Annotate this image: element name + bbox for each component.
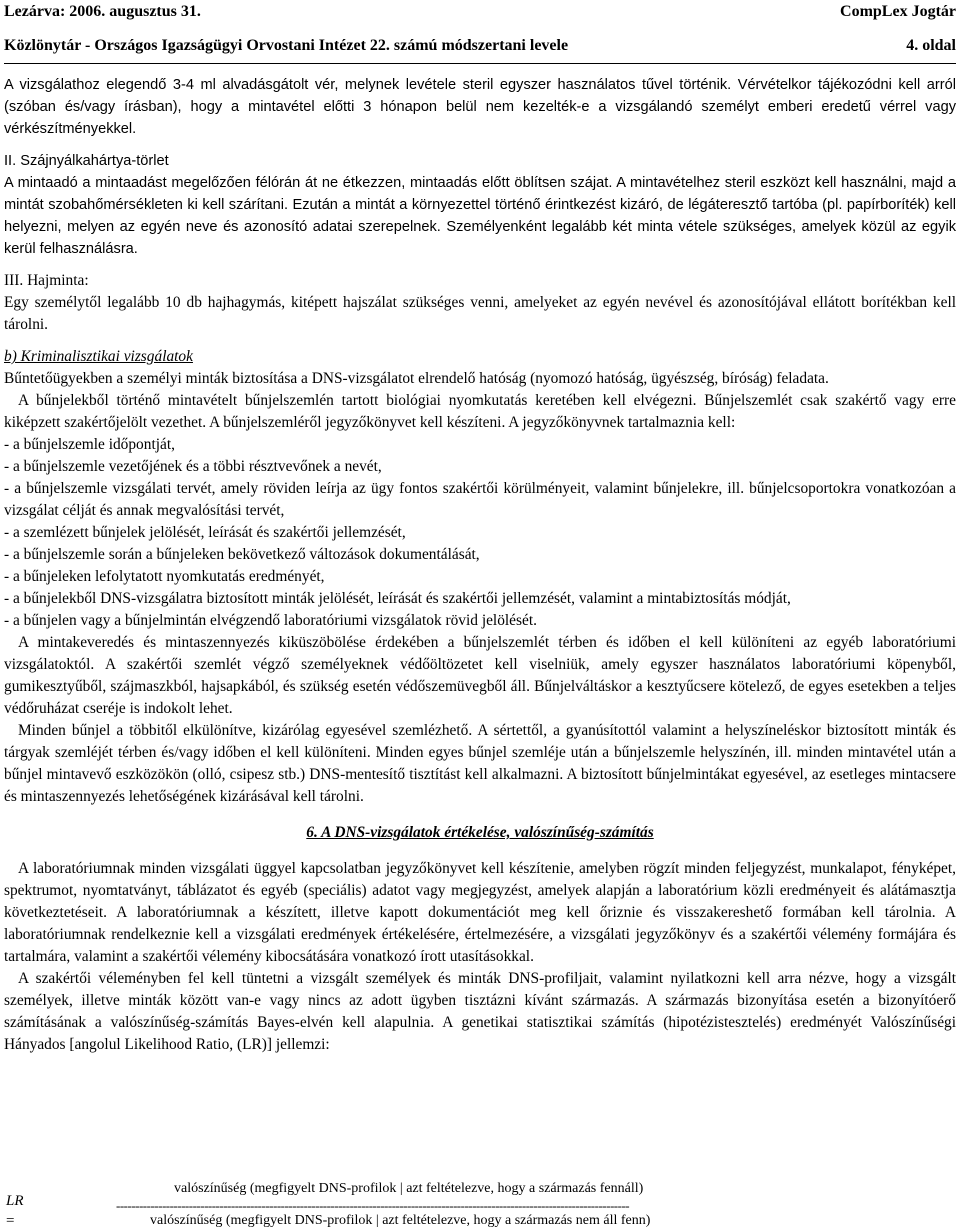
paragraph-criminal-samples: Bűntetőügyekben a személyi minták biztosítása a DNS-vizsgálatot elrendelő hatóság (nyomozó hatóság, ügyészség, bíróság) feladata. bbox=[4, 370, 829, 387]
closing-date: Lezárva: 2006. augusztus 31. bbox=[4, 3, 201, 20]
heading-criminalistic: b) Kriminalisztikai vizsgálatok bbox=[4, 348, 193, 365]
list-item: - a bűnjelszemle időpontját, bbox=[4, 436, 175, 453]
paragraph-blood-sample: A vizsgálathoz elegendő 3-4 ml alvadásgátolt vér, melynek levétele steril egyszer használatos tűvel történik. Vérvételkor tájékozódni kell arról (szóban és/vagy írásban), hogy a mintavétel előtti 3 hónapon belül nem kezelték-e a vizsgálandó személyt emberi eredetű vérrel vagy vérkészítményekkel. bbox=[4, 77, 956, 137]
header-top-row bbox=[4, 2, 956, 22]
section-title-evaluation: 6. A DNS-vizsgálatok értékelése, valószínűség-számítás bbox=[306, 824, 654, 841]
formula-equals: = bbox=[6, 1213, 15, 1229]
heading-oral-swab: II. Szájnyálkahártya-törlet bbox=[4, 153, 169, 169]
formula-denominator: valószínűség (megfigyelt DNS-profilok | azt feltételezve, hogy a származás nem áll fenn) bbox=[150, 1213, 651, 1228]
list-item: - a bűnjelekből DNS-vizsgálatra biztosított minták jelölését, leírását és szakértői jellemzését, valamint a mintabiztosítás módját, bbox=[4, 590, 791, 607]
formula-numerator: valószínűség (megfigyelt DNS-profilok | azt feltételezve, hogy a származás fennáll) bbox=[174, 1181, 644, 1196]
list-item: - a szemlézett bűnjelek jelölését, leírását és szakértői jellemzését, bbox=[4, 524, 406, 541]
brand-name: CompLex Jogtár bbox=[840, 3, 956, 20]
paragraph-evidence-inspection: A bűnjelekből történő mintavételt bűnjelszemlén tartott biológiai nyomkutatás keretében kell elvégezni. Bűnjelszemlét csak szakértő vagy erre kiképzett szakértőjelölt vezethet. A bűnjelszemléről jegyzőkönyvet kell készíteni. A jegyzőkönyvnek tartalmaznia kell: bbox=[4, 392, 956, 431]
list-item: - a bűnjelszemle során a bűnjeleken bekövetkező változások dokumentálását, bbox=[4, 546, 480, 563]
formula-lr-symbol: LR bbox=[6, 1193, 24, 1209]
list-item: - a bűnjelszemle vezetőjének és a többi résztvevőnek a nevét, bbox=[4, 458, 382, 475]
paragraph-lab-records: A laboratóriumnak minden vizsgálati üggyel kapcsolatban jegyzőkönyvet kell készítenie, amelyben rögzít minden feljegyzést, munkalapot, fényképet, spektrumot, nyomtatványt, táblázatot és egyéb (speciális) adatot vagy megjegyzést, amelyek alapján a laboratórium közli eredményeit és alátámasztja következtetéseit. A laboratóriumnak a készített, illetve kapott dokumentációt meg kell őriznie és visszakereshető formában kell tárolnia. A laboratóriumnak rendelkeznie kell a vizsgálati eredmények értékelésére, értelmezésére, a vizsgálati jegyzőkönyv és a szakértői vélemény formájára és tartalmára, valamint a szakértői vélemény kibocsátására vonatkozó írott utasításokkal. bbox=[4, 860, 956, 965]
paragraph-hair-sample: Egy személytől legalább 10 db hajhagymás, kitépett hajszálat szükséges venni, amelyeket az egyén nevével és azonosítójával ellátott borítékban kell tárolni. bbox=[4, 294, 956, 333]
formula-fraction-line: -------------------------------------------------------------------------------------------------------------------------------------- bbox=[116, 1198, 630, 1213]
page-number: 4. oldal bbox=[906, 37, 956, 54]
source-title: Közlönytár - Országos Igazságügyi Orvostani Intézet 22. számú módszertani levele bbox=[4, 37, 569, 54]
header-bottom-row bbox=[4, 36, 956, 56]
document-body bbox=[4, 74, 956, 1056]
list-item: - a bűnjelen vagy a bűnjelmintán elvégzendő laboratóriumi vizsgálatok rövid jelölését. bbox=[4, 612, 537, 629]
paragraph-oral-swab: A mintaadó a mintaadást megelőzően félórán át ne étkezzen, mintaadás előtt öblítsen szájat. A mintavételhez steril eszközt kell használni, majd a mintát szobahőmérsékleten ki kell szárítani. Ezután a mintát a környezettel történő érintkezést kizáró, de légáteresztő tartóba (pl. papírboríték) kell helyezni, melyen az egyén neve és azonosító adatai szerepelnek. Személyenként legalább két minta vétele szükséges, amelyek közül az egyik kerül felhasználásra. bbox=[4, 175, 956, 257]
list-item: - a bűnjelszemle vizsgálati tervét, amely röviden leírja az ügy fontos szakértői körülményeit, valamint bűnjelekre, ill. bűnjelcsoportokra vonatkozóan a vizsgálat célját és annak megvalósítási tervét, bbox=[4, 480, 956, 519]
paragraph-contamination: A mintakeveredés és mintaszennyezés kiküszöbölése érdekében a bűnjelszemlét térben és időben el kell különíteni az egyéb laboratóriumi vizsgálatoktól. A szakértői szemlét végző személyeknek védőöltözetet kell viselniük, amely egyszer használatos laboratóriumi köpenyből, gumikesztyűből, szájmaszkból, hajsapkából, és szükség esetén védőszemüvegből áll. Bűnjelváltáskor a kesztyűcsere kötelező, de egyes esetekben a teljes védőruházat cseréje is indokolt lehet. bbox=[4, 634, 956, 717]
heading-hair-sample: III. Hajminta: bbox=[4, 272, 89, 289]
paragraph-evidence-handling: Minden bűnjel a többitől elkülönítve, kizárólag egyesével szemlézhető. A sértettől, a gyanúsítottól valamint a helyszíneléskor biztosított minták és tárgyak szemléjét térben és/vagy időben el kell különíteni. Minden egyes bűnjel szemléje után a bűnjelszemle helyszínén, ill. minden mintavétel után a bűnjel mintavevő eszközökön (olló, csipesz stb.) DNS-mentesítő tisztítást kell alkalmazni. A biztosított bűnjelmintákat egyesével, az esetleges mintacsere és mintaszennyezés lehetőségének kizárásával kell tárolni. bbox=[4, 722, 956, 805]
header-divider bbox=[4, 63, 956, 64]
list-item: - a bűnjeleken lefolytatott nyomkutatás eredményét, bbox=[4, 568, 325, 585]
paragraph-likelihood-ratio: A szakértői véleményben fel kell tüntetni a vizsgált személyek és minták DNS-profiljait, valamint nyilatkozni kell arra nézve, hogy a vizsgált személyek, illetve minták között van-e vagy nincs az adott ügyben tisztázni kívánt származás. A származás bizonyítása esetén a bizonyítóerő számításának a valószínűség-számítás Bayes-elvén kell alapulnia. A genetikai statisztikai számítás (hipotézistesztelés) eredményét Valószínűségi Hányados [angolul Likelihood Ratio, (LR)] jellemzi: bbox=[4, 970, 956, 1053]
